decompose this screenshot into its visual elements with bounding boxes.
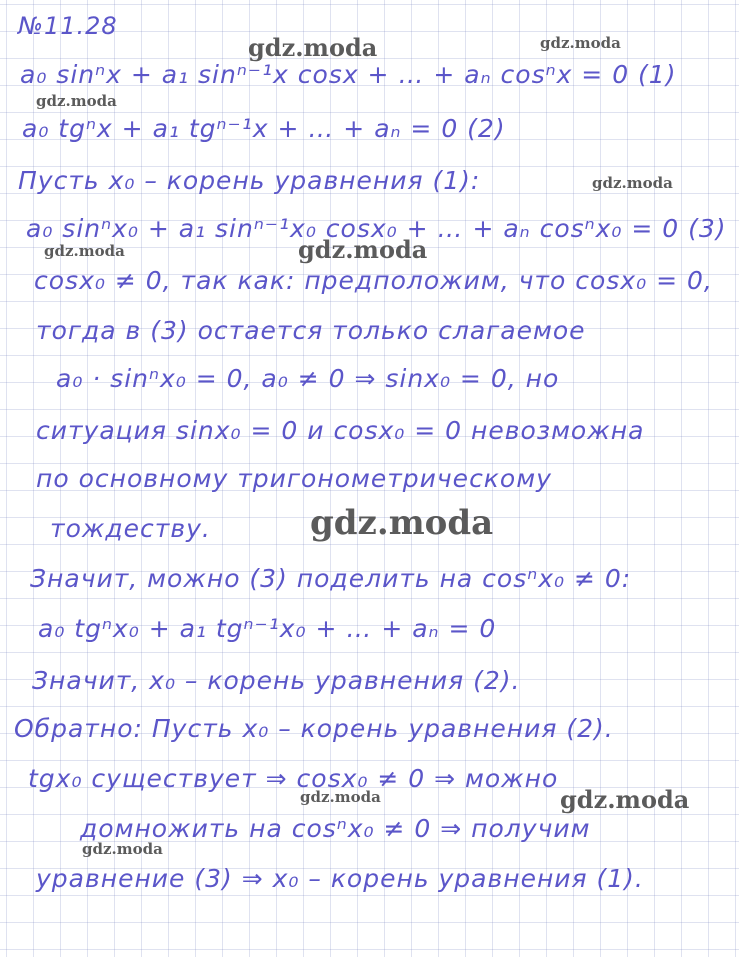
- watermark: gdz.moda: [300, 788, 381, 806]
- text-line-15: tgx₀ существует ⇒ cosx₀ ≠ 0 ⇒ можно: [28, 764, 559, 793]
- equation-1: a₀ sinⁿx + a₁ sinⁿ⁻¹x cosx + … + aₙ cosⁿx = 0 (1): [20, 60, 677, 89]
- text-line-7: a₀ · sinⁿx₀ = 0, a₀ ≠ 0 ⇒ sinx₀ = 0, но: [56, 364, 560, 393]
- watermark: gdz.moda: [540, 34, 621, 52]
- text-line-11: Значит, можно (3) поделить на cosⁿx₀ ≠ 0:: [30, 564, 632, 593]
- watermark: gdz.moda: [592, 174, 673, 192]
- problem-number: №11.28: [18, 12, 118, 40]
- text-line-13: Значит, x₀ – корень уравнения (2).: [32, 666, 521, 695]
- text-line-10: тождеству.: [50, 514, 211, 543]
- watermark: gdz.moda: [44, 242, 125, 260]
- text-line-14: Обратно: Пусть x₀ – корень уравнения (2).: [14, 714, 614, 743]
- watermark: gdz.moda: [36, 92, 117, 110]
- equation-tg-x0: a₀ tgⁿx₀ + a₁ tgⁿ⁻¹x₀ + … + aₙ = 0: [38, 614, 497, 643]
- equation-2: a₀ tgⁿx + a₁ tgⁿ⁻¹x + … + aₙ = 0 (2): [22, 114, 506, 143]
- equation-3: a₀ sinⁿx₀ + a₁ sinⁿ⁻¹x₀ cosx₀ + … + aₙ cosⁿx₀ = 0 (3): [26, 214, 727, 243]
- watermark: gdz.moda: [560, 785, 690, 814]
- text-line-9: по основному тригонометрическому: [36, 464, 552, 493]
- watermark: gdz.moda: [298, 235, 428, 264]
- text-line-16: домножить на cosⁿx₀ ≠ 0 ⇒ получим: [80, 814, 591, 843]
- watermark: gdz.moda: [310, 503, 494, 543]
- watermark: gdz.moda: [248, 33, 378, 62]
- text-line-5: cosx₀ ≠ 0, так как: предположим, что cosx₀ = 0,: [34, 266, 713, 295]
- text-line-6: тогда в (3) остается только слагаемое: [36, 316, 586, 345]
- text-line-8: ситуация sinx₀ = 0 и cosx₀ = 0 невозможна: [36, 416, 645, 445]
- text-line-3: Пусть x₀ – корень уравнения (1):: [18, 166, 481, 195]
- watermark: gdz.moda: [82, 840, 163, 858]
- text-line-17: уравнение (3) ⇒ x₀ – корень уравнения (1).: [36, 864, 644, 893]
